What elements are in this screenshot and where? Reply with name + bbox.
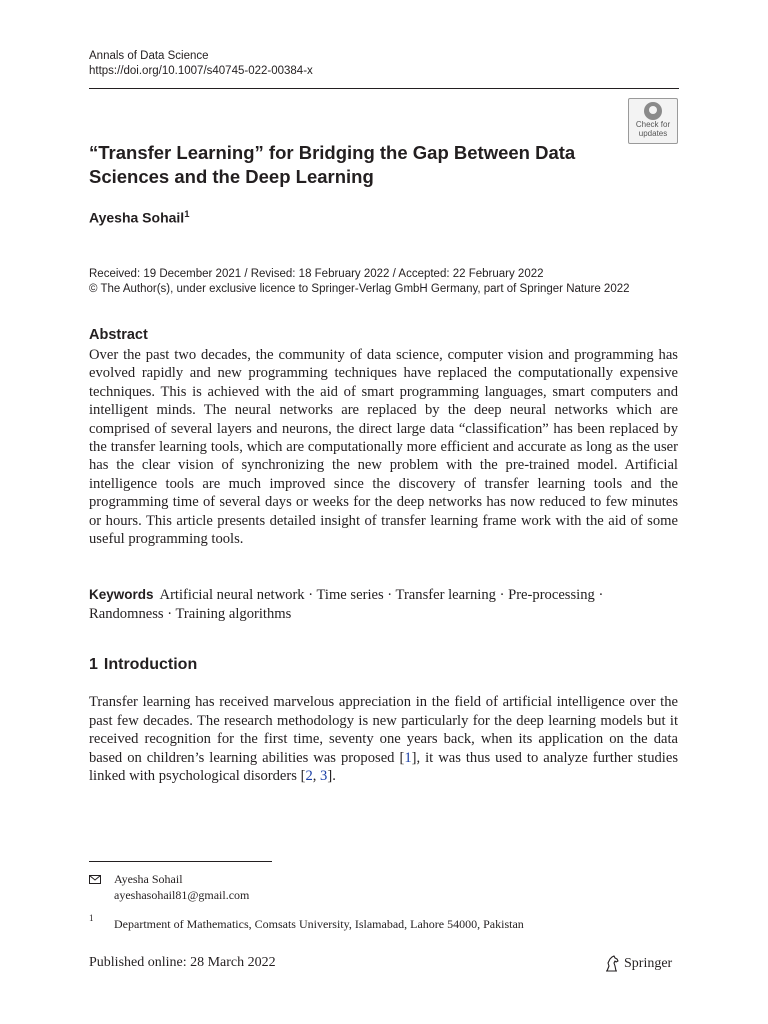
corresponding-author	[114, 871, 249, 903]
history-dates: Received: 19 December 2021 / Revised: 18 February 2022 / Accepted: 22 February 2022	[89, 268, 544, 280]
check-for-updates-icon	[644, 102, 662, 120]
citation-link-3[interactable]: 3	[320, 768, 328, 784]
citation-separator: ,	[312, 768, 321, 784]
publisher-logo[interactable]	[604, 955, 672, 972]
abstract-text: Over the past two decades, the community of data science, computer vision and programming has evolved rapidly and new programming techniques have replaced the computationally expensive techniques. This is achieved with the aid of smart programming languages, smart computers and intelligent minds. The neural networks are replaced by the deep neural networks which are comprised of several layers and neurons, the direct large data “classification” has been replaced by the transfer learning tools, which are computationally more efficient and accurate as long as the user has the clear vision of synchronizing the new problem with the pre-trained model. Artificial intelligence tools are much improved since the discovery of transfer learning tools and the programming time of several days or weeks for the deep networks has now reduced to few minutes or hours. This article presents detailed insight of transfer learning frame work with the aid of some useful programming tools.	[89, 347, 678, 548]
copyright-line: © The Author(s), under exclusive licence to Springer-Verlag GmbH Germany, part of Springer Nature 2022	[89, 283, 630, 295]
intro-text-a: Transfer learning has received marvelous appreciation in the field of artificial intelligence over the past few decades. The research methodology is new particularly for the deep learning models but it received recognition for the first time, seventy one years back, when its application on the data based on children’s learning abilities was proposed [	[89, 694, 678, 766]
footnote-number: 1	[89, 913, 94, 923]
affiliation-mark: 1	[184, 209, 190, 220]
author-email[interactable]: ayeshasohail81@gmail.com	[114, 888, 250, 902]
abstract-heading: Abstract	[89, 327, 148, 343]
affiliation-text: Department of Mathematics, Comsats University, Islamabad, Lahore 54000, Pakistan	[114, 917, 524, 931]
keywords-label: Keywords	[89, 587, 154, 602]
keywords	[89, 585, 678, 624]
section-number: 1	[89, 656, 98, 673]
citation-link-1[interactable]: 1	[404, 749, 412, 766]
keywords-list: Artificial neural network · Time series · Transfer learning · Pre-processing · Randomness · Training algorithms	[89, 587, 604, 622]
section-heading	[89, 656, 197, 674]
badge-line1: Check for	[635, 120, 671, 129]
author-line	[89, 209, 189, 226]
journal-name: Annals of Data Science	[89, 50, 209, 62]
article-history	[89, 267, 630, 297]
header-rule	[89, 88, 679, 89]
envelope-icon	[89, 875, 101, 884]
intro-text-b: ], it was thus used to analyze further studies linked with psychological disorders [	[89, 749, 679, 784]
footnote-author-name: Ayesha Sohail	[114, 872, 183, 886]
badge-line2: updates	[638, 128, 668, 138]
citation-link-2[interactable]: 2	[305, 768, 313, 784]
check-for-updates-badge[interactable]	[628, 98, 678, 144]
author-name: Ayesha Sohail	[89, 209, 185, 226]
doi-link[interactable]: https://doi.org/10.1007/s40745-022-00384-x	[89, 65, 313, 77]
introduction-paragraph	[89, 693, 678, 786]
footnote-rule	[89, 861, 272, 862]
journal-header	[89, 49, 313, 79]
section-title: Introduction	[103, 656, 198, 673]
springer-horse-icon	[604, 955, 620, 972]
paper-title: “Transfer Learning” for Bridging the Gap Between Data Sciences and the Deep Learning	[89, 142, 576, 187]
intro-text-c: ].	[327, 768, 336, 784]
published-online: Published online: 28 March 2022	[89, 955, 276, 970]
publisher-name: Springer	[624, 955, 673, 971]
